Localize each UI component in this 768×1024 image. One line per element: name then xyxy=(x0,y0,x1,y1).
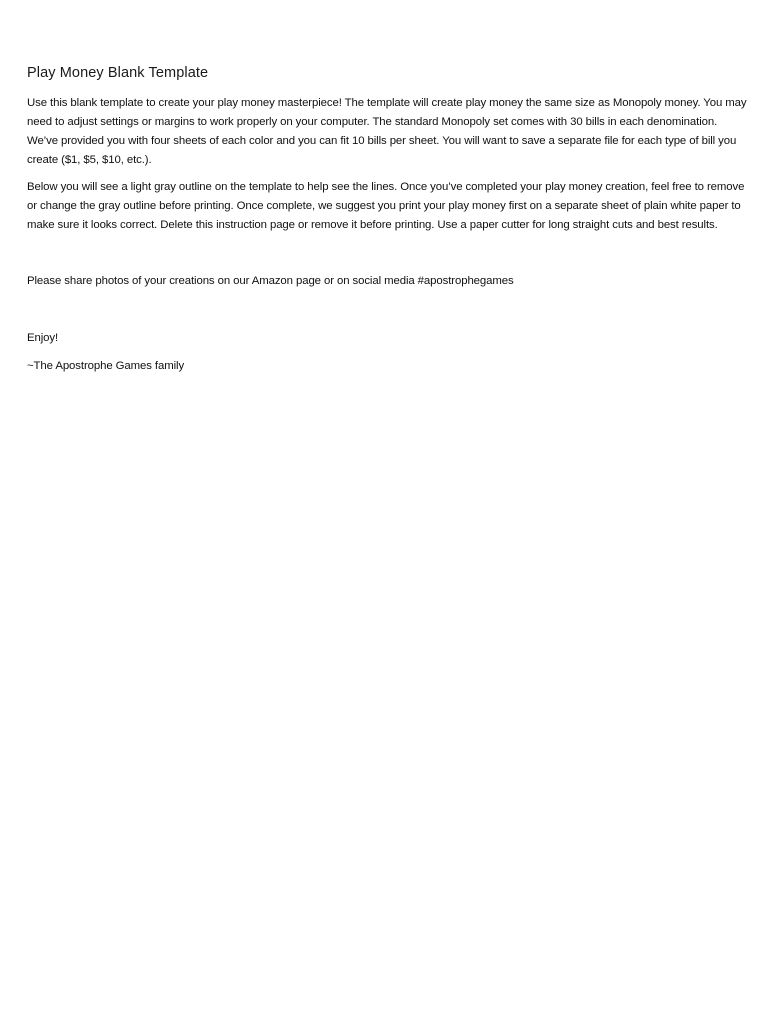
enjoy-line: Enjoy! xyxy=(27,332,59,344)
intro-paragraph: Use this blank template to create your play money masterpiece! The template will create play money the same size as Monopoly money. You may need to adjust settings or margins to work properly on your computer. The standard Monopoly set comes with 30 bills in each denomination. We’ve provided you with four sheets of each color and you can fit 10 bills per sheet. You will want to save a separate file for each type of bill you create ($1, $5, $10, etc.). xyxy=(27,97,747,166)
document-title: Play Money Blank Template xyxy=(27,65,209,81)
outline-instructions-paragraph: Below you will see a light gray outline on the template to help see the lines. Once you’ve completed your play money creation, feel free to remove or change the gray outline before printing. Once complete, we suggest you print your play money first on a separate sheet of plain white paper to make sure it looks correct. Delete this instruction page or remove it before printing. Use a paper cutter for long straight cuts and best results. xyxy=(27,181,745,231)
signature-line: ~The Apostrophe Games family xyxy=(27,360,185,372)
share-photos-paragraph: Please share photos of your creations on our Amazon page or on social media #apostrophegames xyxy=(27,275,514,287)
document-page xyxy=(27,62,747,384)
